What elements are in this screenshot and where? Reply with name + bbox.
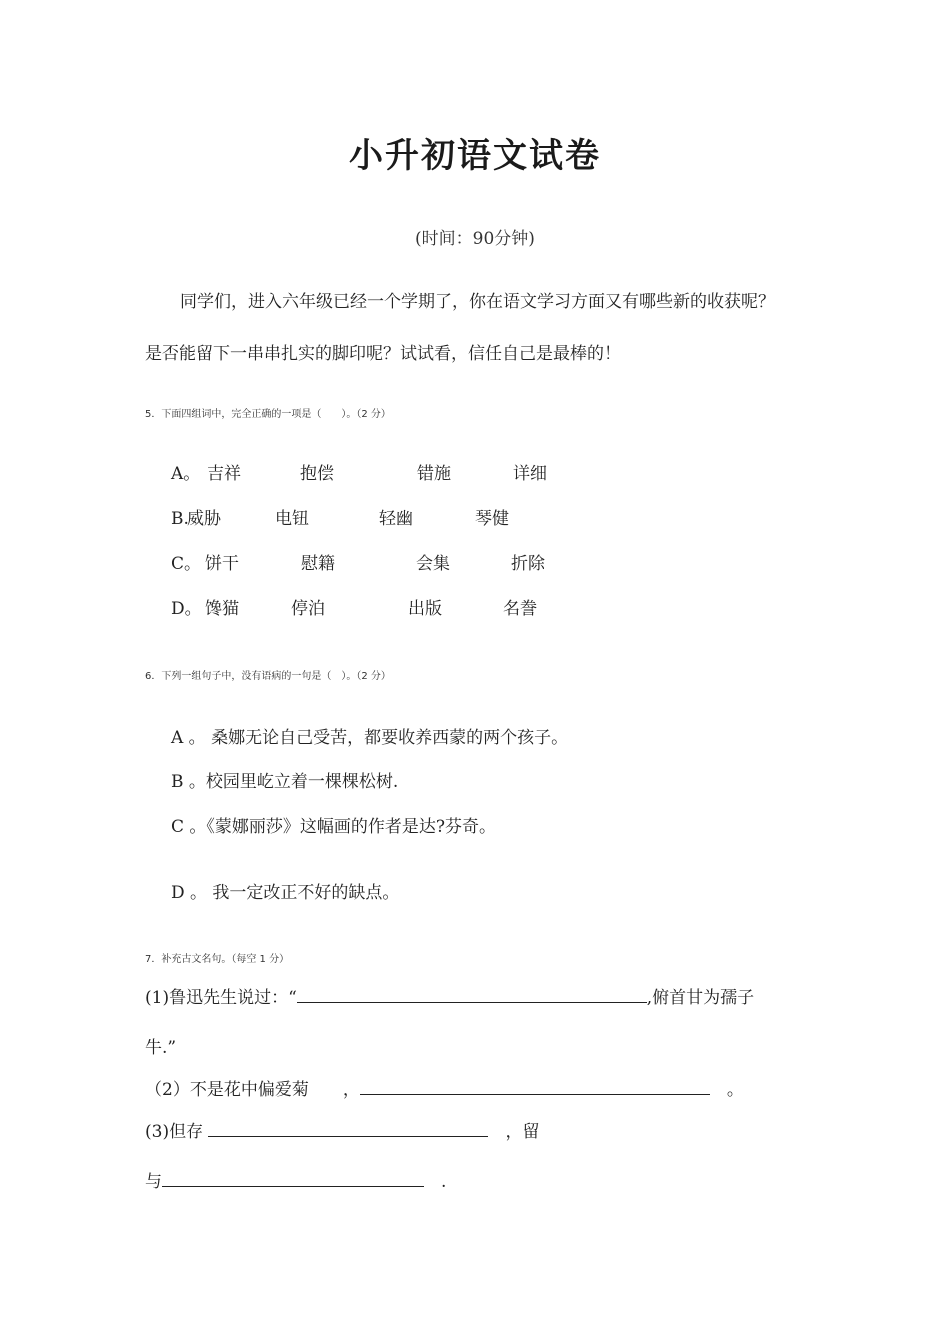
option-word: 错施 — [417, 464, 451, 484]
q5-option-b — [171, 504, 509, 529]
option-label: B. — [171, 509, 189, 529]
question-5-heading: 5．下面四组词中，完全正确的一项是（ ）。（2 分） — [145, 409, 391, 420]
option-word: 详细 — [513, 464, 547, 484]
q7-sentence-3 — [145, 1117, 539, 1142]
q7-sentence-3-continued — [145, 1167, 446, 1192]
q6-option-a: A 。 桑娜无论自己受苦，都要收养西蒙的两个孩子。 — [171, 728, 569, 748]
q7-sentence-2 — [145, 1075, 744, 1100]
option-word: 名誊 — [503, 599, 537, 619]
sentence-text: (1)鲁迅先生说过：“ — [145, 988, 297, 1008]
option-word: 会集 — [416, 554, 450, 574]
sentence-text: 与 — [145, 1172, 162, 1192]
page-title: 小升初语文试卷 — [349, 136, 601, 176]
option-word: 电钮 — [275, 509, 309, 529]
question-6-heading: 6．下列一组句子中，没有语病的一句是（ ）。（2 分） — [145, 671, 391, 682]
sentence-text: 。 — [709, 1080, 744, 1100]
question-7-heading: 7．补充古文名句。（每空 1 分） — [145, 954, 290, 965]
q5-option-d — [171, 594, 537, 619]
option-label: A。 — [171, 464, 201, 484]
sentence-text: （2）不是花中偏爱菊 ， — [145, 1080, 360, 1100]
sentence-text: ,俯首甘为孺子 — [646, 988, 755, 1008]
sentence-text: . — [424, 1172, 447, 1192]
intro-line-1: 同学们，进入六年级已经一个学期了，你在语文学习方面又有哪些新的收获呢？ — [180, 292, 775, 312]
exam-duration: (时间：90分钟) — [415, 229, 535, 249]
option-word: 停泊 — [291, 599, 325, 619]
answer-blank-3[interactable] — [208, 1118, 488, 1137]
option-label: C。 — [171, 554, 202, 574]
option-label: D。 — [171, 599, 202, 619]
option-word: 折除 — [511, 554, 545, 574]
sentence-text: ，留 — [488, 1122, 540, 1142]
q5-option-c — [171, 549, 545, 574]
option-word: 出版 — [408, 599, 442, 619]
option-word: 轻幽 — [379, 509, 413, 529]
q5-option-a — [171, 459, 547, 484]
option-word: 饼干 — [205, 554, 239, 574]
answer-blank-1[interactable] — [297, 984, 647, 1003]
answer-blank-4[interactable] — [162, 1168, 424, 1187]
q6-option-b: B 。校园里屹立着一棵棵松树. — [171, 772, 399, 792]
q7-sentence-1-continued: 牛.” — [145, 1038, 177, 1058]
q6-option-c: C 。《蒙娜丽莎》这幅画的作者是达?芬奇。 — [171, 817, 497, 837]
option-word: 慰籍 — [301, 554, 335, 574]
q6-option-d: D 。 我一定改正不好的缺点。 — [171, 883, 400, 903]
option-word: 琴健 — [475, 509, 509, 529]
option-word: 馋猫 — [205, 599, 239, 619]
option-word: 抱偿 — [300, 464, 334, 484]
intro-line-2: 是否能留下一串串扎实的脚印呢？试试看，信任自己是最棒的！ — [145, 344, 621, 364]
answer-blank-2[interactable] — [360, 1076, 710, 1095]
sentence-text: (3)但存 — [145, 1122, 209, 1142]
option-word: 吉祥 — [207, 464, 241, 484]
option-word: 威胁 — [187, 509, 221, 529]
q7-sentence-1 — [145, 983, 754, 1008]
